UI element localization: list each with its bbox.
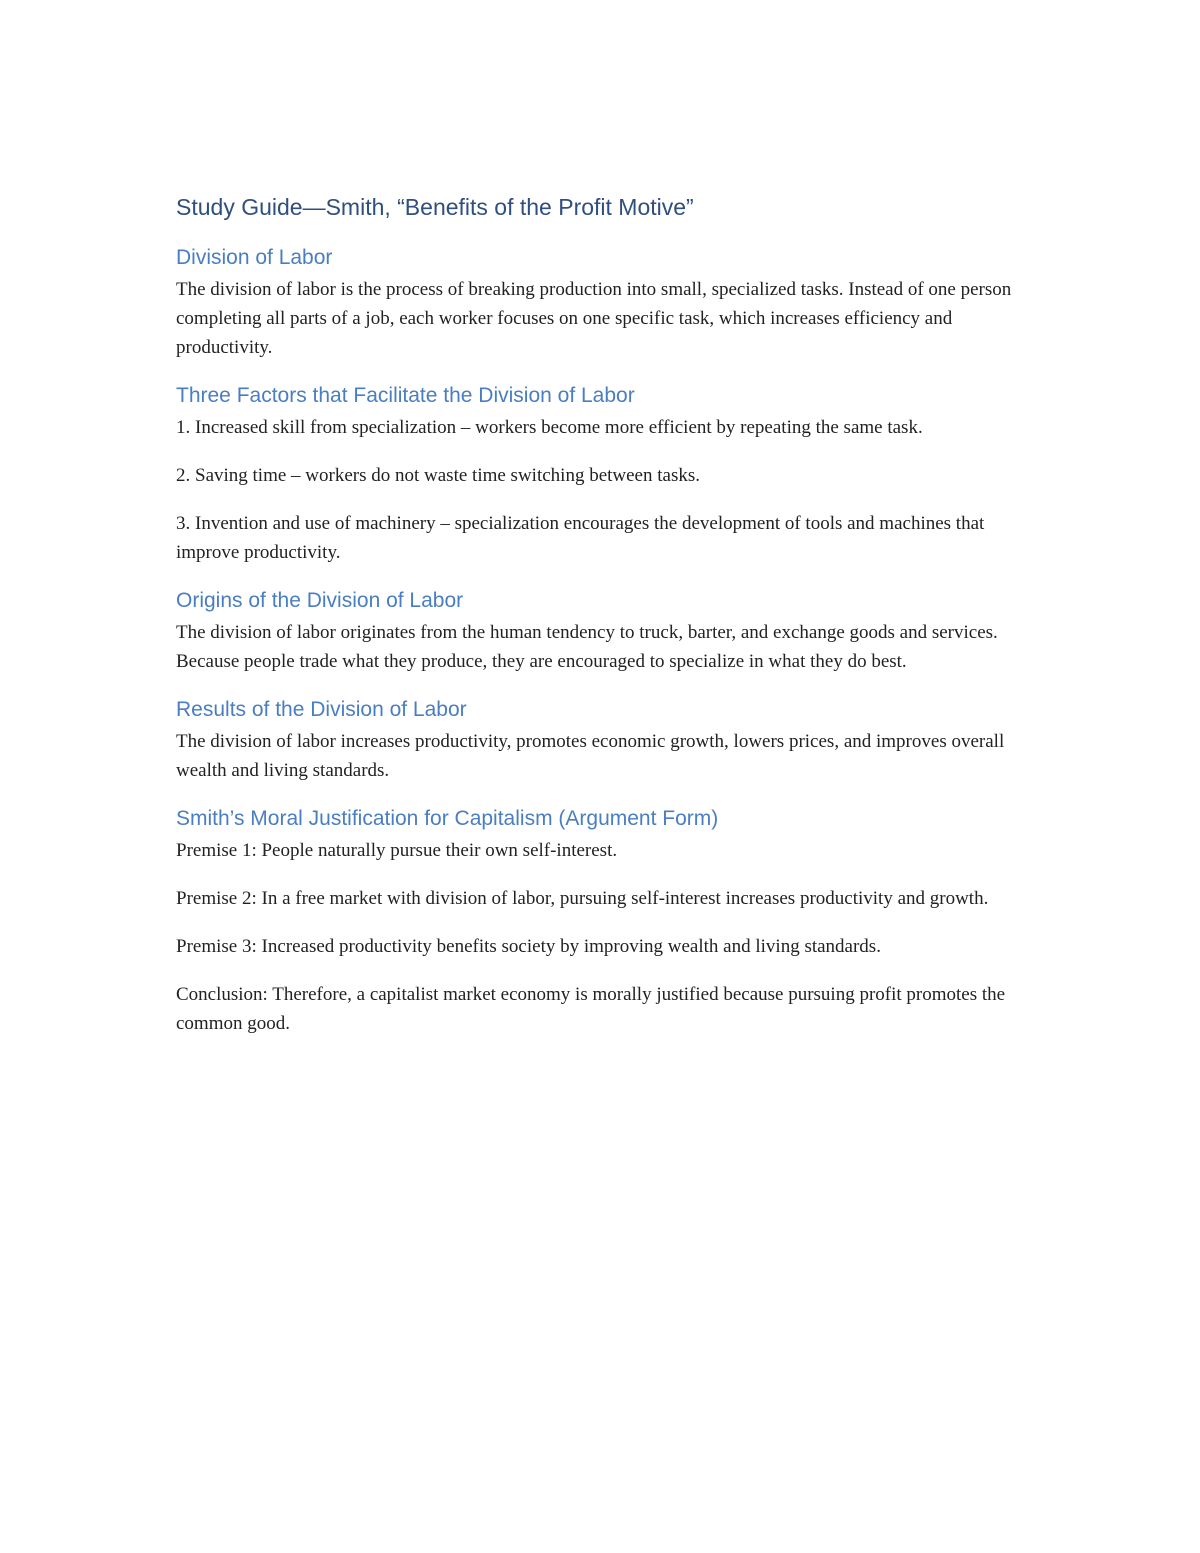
section-moral-justification bbox=[176, 804, 1036, 1038]
premise-item: Premise 2: In a free market with division of labor, pursuing self-interest increases productivity and growth. bbox=[176, 888, 989, 909]
factor-item: 2. Saving time – workers do not waste time switching between tasks. bbox=[176, 465, 700, 486]
section-paragraph: The division of labor increases productivity, promotes economic growth, lowers prices, and improves overall wealth and living standards. bbox=[176, 731, 1005, 781]
section-heading: Division of Labor bbox=[176, 246, 333, 269]
section-origins bbox=[176, 586, 1036, 676]
factor-item: 3. Invention and use of machinery – specialization encourages the development of tools and machines that improve productivity. bbox=[176, 513, 985, 563]
section-results bbox=[176, 695, 1036, 785]
premise-item: Premise 1: People naturally pursue their own self-interest. bbox=[176, 840, 618, 861]
premise-item: Premise 3: Increased productivity benefits society by improving wealth and living standards. bbox=[176, 936, 881, 957]
section-heading: Smith’s Moral Justification for Capitalism (Argument Form) bbox=[176, 807, 719, 830]
factor-item: 1. Increased skill from specialization – workers become more efficient by repeating the same task. bbox=[176, 417, 923, 438]
section-heading: Origins of the Division of Labor bbox=[176, 589, 464, 612]
section-paragraph: The division of labor originates from the human tendency to truck, barter, and exchange goods and services. Because people trade what they produce, they are encouraged to specialize in what they do best. bbox=[176, 622, 998, 672]
document-body bbox=[176, 190, 1036, 1057]
conclusion-item: Conclusion: Therefore, a capitalist market economy is morally justified because pursuing profit promotes the common good. bbox=[176, 984, 1006, 1034]
section-three-factors bbox=[176, 381, 1036, 567]
section-heading: Results of the Division of Labor bbox=[176, 698, 467, 721]
section-division-of-labor bbox=[176, 243, 1036, 362]
document-title: Study Guide—Smith, “Benefits of the Profit Motive” bbox=[176, 194, 694, 220]
section-paragraph: The division of labor is the process of breaking production into small, specialized tasks. Instead of one person completing all parts of a job, each worker focuses on one specific task, which increases efficiency and productivity. bbox=[176, 279, 1012, 358]
section-heading: Three Factors that Facilitate the Division of Labor bbox=[176, 384, 635, 407]
